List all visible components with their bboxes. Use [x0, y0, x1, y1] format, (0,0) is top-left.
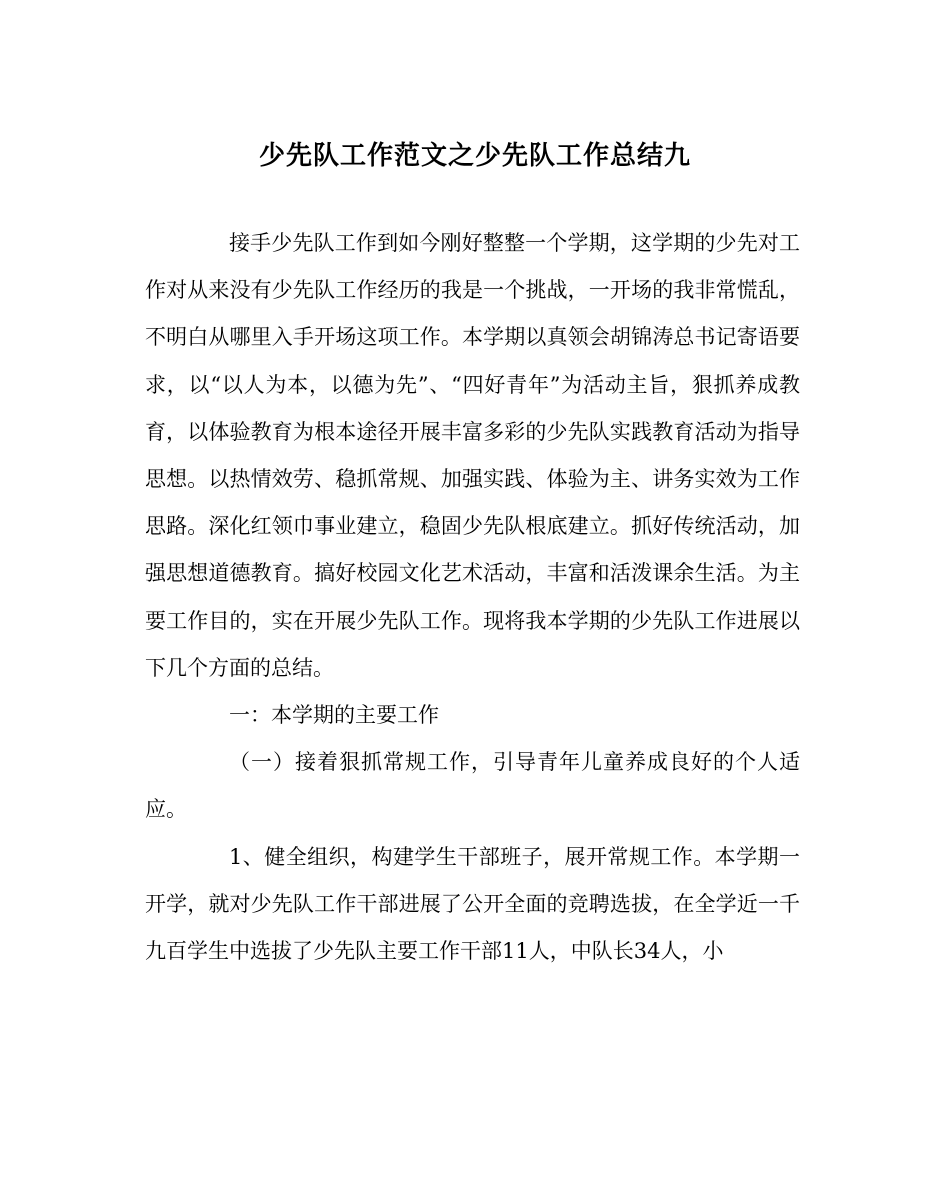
body-paragraph: 1、健全组织，构建学生干部班子，展开常规工作。本学期一开学，就对少先队工作干部进展了公开全面的竞聘选拔，在全学近一千九百学生中选拔了少先队主要工作干部11人，中队长34人，小 [145, 844, 800, 964]
intro-paragraph: 接手少先队工作到如今刚好整整一个学期，这学期的少先对工作对从来没有少先队工作经历的我是一个挑战，一开场的我非常慌乱，不明白从哪里入手开场这项工作。本学期以真领会胡锦涛总书记寄语要求，以“以人为本，以德为先”、“四好青年”为活动主旨，狠抓养成教育，以体验教育为根本途径开展丰富多彩的少先队实践教育活动为指导思想。以热情效劳、稳抓常规、加强实践、体验为主、讲务实效为工作思路。深化红领巾事业建立，稳固少先队根底建立。抓好传统活动，加强思想道德教育。搞好校园文化艺术活动，丰富和活泼课余生活。为主要工作目的，实在开展少先队工作。现将我本学期的少先队工作进展以下几个方面的总结。 [145, 231, 800, 680]
section-heading: 一：本学期的主要工作 [229, 703, 439, 728]
document-body [145, 220, 800, 975]
document-title: 少先队工作范文之少先队工作总结九 [258, 141, 691, 171]
subsection-heading: （一）接着狠抓常规工作，引导青年儿童养成良好的个人适应。 [145, 750, 800, 822]
